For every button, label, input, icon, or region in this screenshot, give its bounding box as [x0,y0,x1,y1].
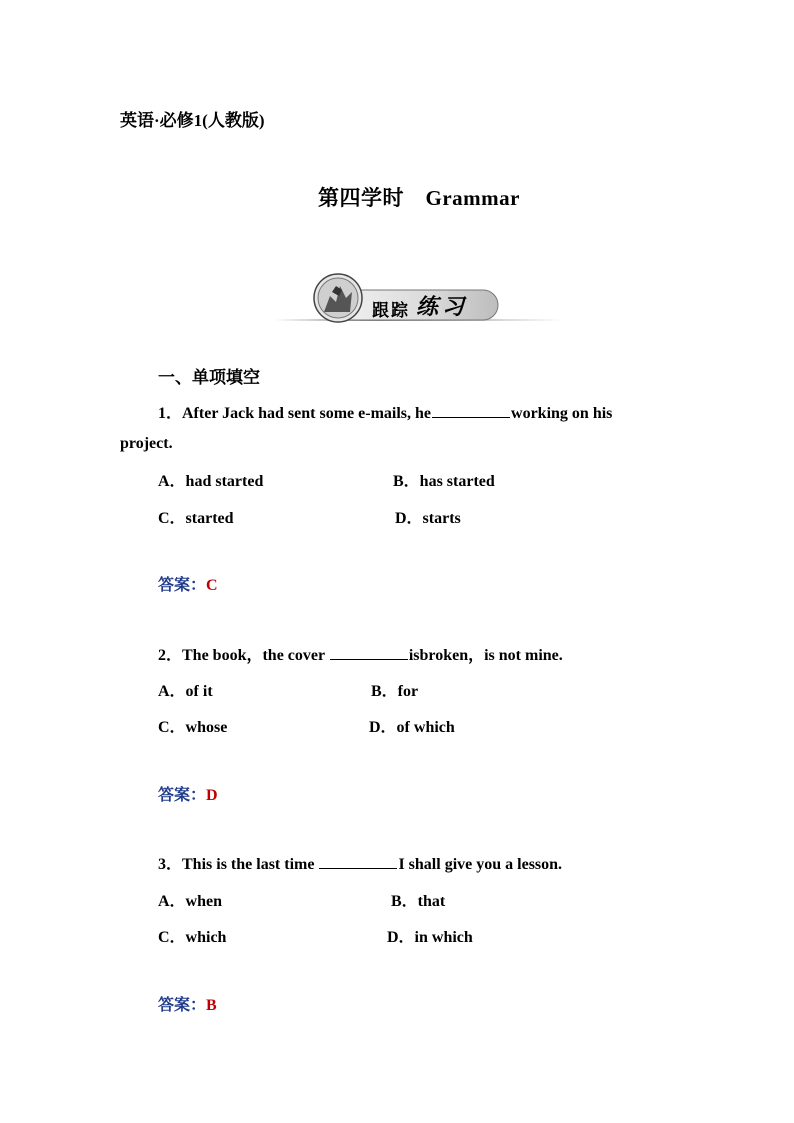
answer-value: C [206,577,218,594]
answer-blank [330,645,408,660]
question-2-option-d: D．of which [369,719,455,736]
question-2-option-c: C．whose [158,719,228,736]
question-2-answer [158,782,218,805]
question-3-stem [158,851,562,874]
question-1-stem [158,400,612,423]
question-2-stem [158,642,563,665]
answer-blank [319,854,397,869]
question-1-answer [158,572,218,595]
banner-label-2: 练习 [416,295,469,320]
question-2-option-b: B．for [371,683,419,700]
page-title: 第四学时 Grammar [318,186,520,210]
question-1-option-c: C．started [158,510,234,527]
question-3-text-post: I shall give you a lesson. [398,856,563,873]
question-3-option-c: C．which [158,929,227,946]
question-3-option-a: A．when [158,893,223,910]
question-2-option-a: A．of it [158,683,213,700]
page-header: 英语·必修1(人教版) [120,111,265,130]
question-1-text-pre: 1．After Jack had sent some e-mails, he [158,405,432,422]
question-2-text-pre: 2．The book，the cover [158,647,329,664]
question-3-option-d: D．in which [387,929,473,946]
answer-value: B [206,997,217,1014]
question-1-text-post: working on his [511,405,613,422]
section-heading: 一、单项填空 [158,368,260,387]
question-3-text-pre: 3．This is the last time [158,856,319,873]
question-1-continuation: project. [120,435,173,452]
answer-label: 答案： [158,997,207,1014]
answer-blank [432,403,510,418]
answer-label: 答案： [158,577,207,594]
question-1-option-d: D．starts [395,510,461,527]
answer-label: 答案： [158,787,207,804]
question-1-option-a: A．had started [158,473,264,490]
question-3-option-b: B．that [391,893,446,910]
section-banner [274,272,564,328]
question-1-option-b: B．has started [393,473,495,490]
banner-label-1: 跟踪 [372,301,410,320]
answer-value: D [206,787,218,804]
question-3-answer [158,992,217,1015]
question-2-text-post: isbroken，is not mine. [408,647,563,664]
